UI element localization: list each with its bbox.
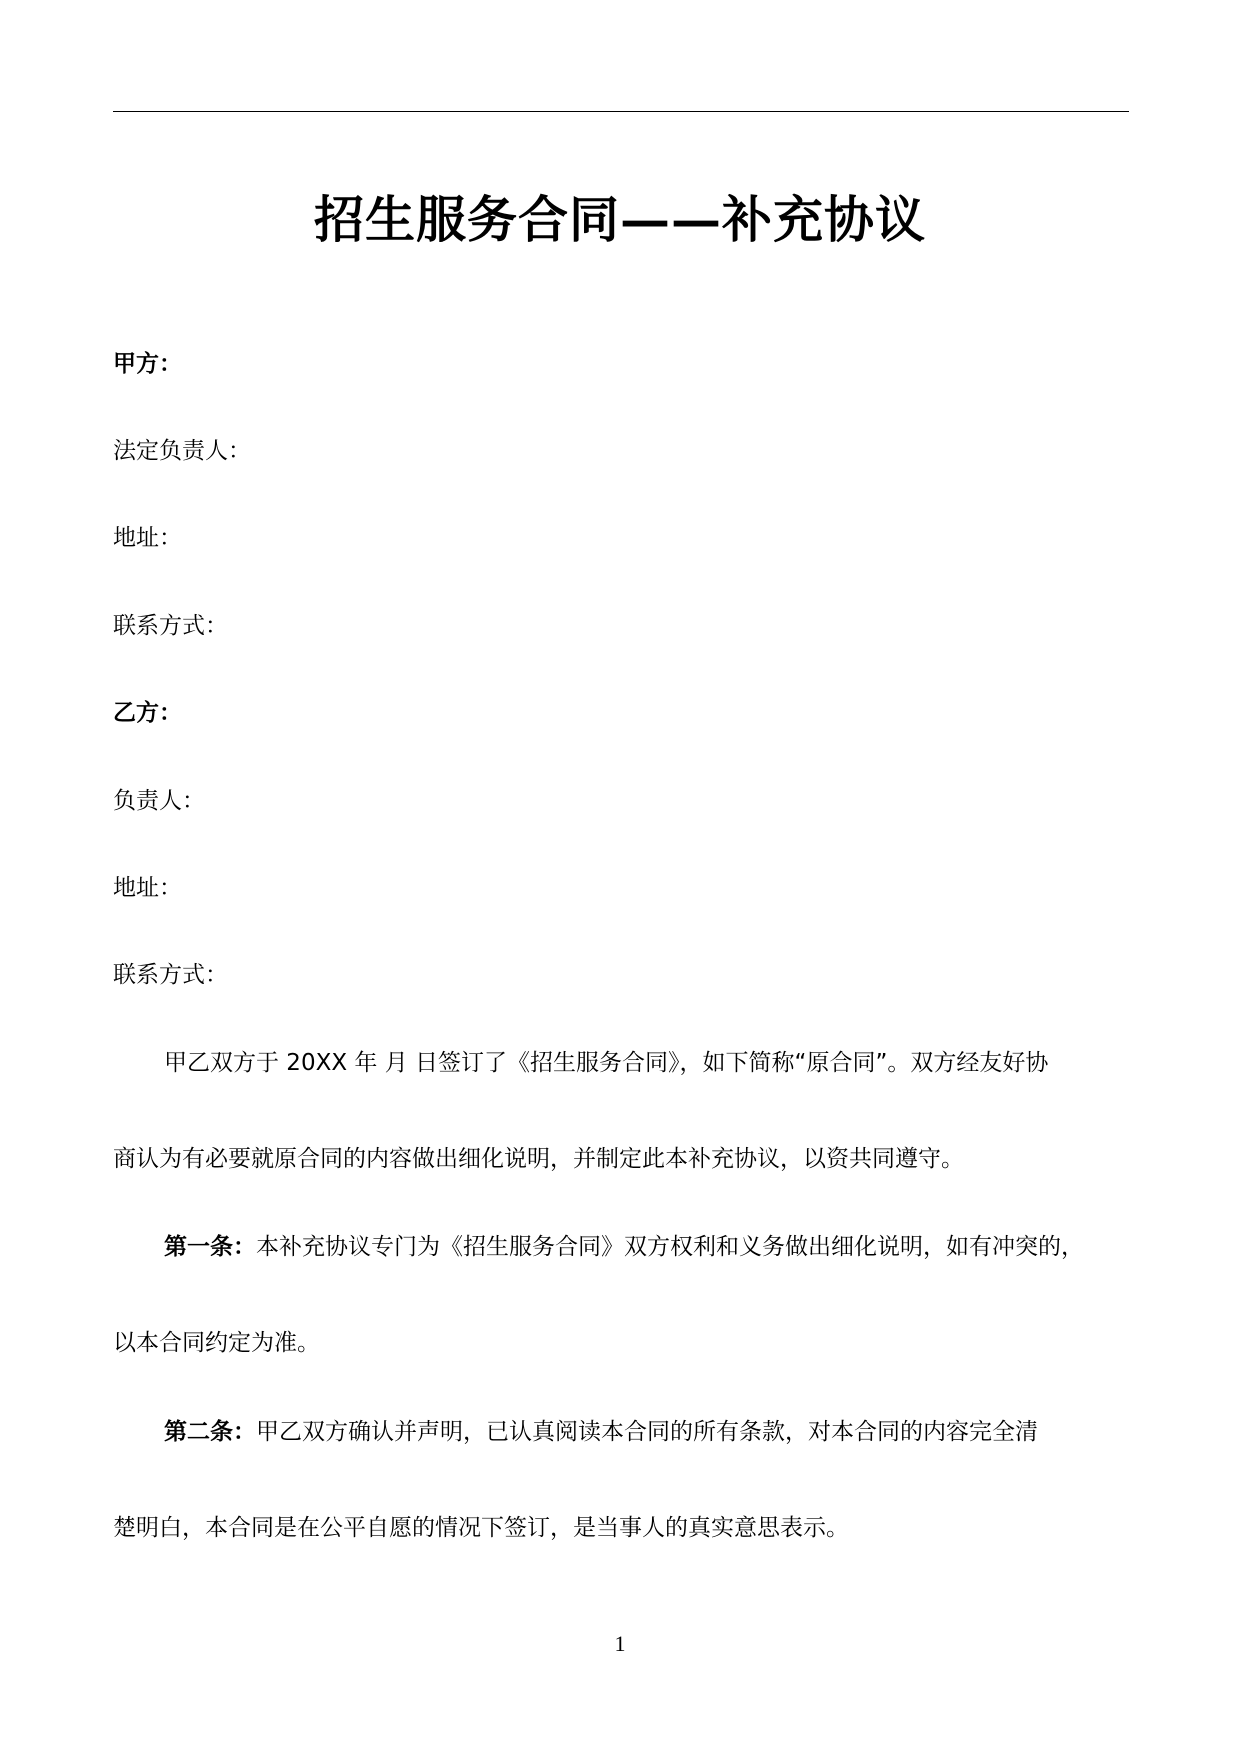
document-title: 招生服务合同——补充协议 bbox=[314, 190, 926, 249]
article-2 bbox=[113, 1416, 1133, 1544]
preamble-line-2: 商认为有必要就原合同的内容做出细化说明，并制定此本补充协议，以资共同遵守。 bbox=[113, 1146, 964, 1172]
party-b-address-label: 地址： bbox=[113, 875, 182, 901]
page-number: 1 bbox=[614, 1631, 626, 1656]
party-a-contact-label: 联系方式： bbox=[113, 613, 228, 639]
party-a-address-label: 地址： bbox=[113, 525, 182, 551]
party-b-heading: 乙方： bbox=[113, 700, 182, 726]
party-b-rep-label: 负责人： bbox=[113, 788, 205, 814]
article-1-heading: 第一条： bbox=[164, 1234, 256, 1260]
article-2-line-1: 甲乙双方确认并声明，已认真阅读本合同的所有条款，对本合同的内容完全清 bbox=[256, 1419, 1038, 1445]
article-2-line-2: 楚明白，本合同是在公平自愿的情况下签订，是当事人的真实意思表示。 bbox=[113, 1515, 849, 1541]
article-1 bbox=[113, 1231, 1133, 1359]
party-a-heading: 甲方： bbox=[113, 351, 182, 377]
article-2-heading: 第二条： bbox=[164, 1419, 256, 1445]
party-b-contact-label: 联系方式： bbox=[113, 962, 228, 988]
article-1-line-1: 本补充协议专门为《招生服务合同》双方权利和义务做出细化说明，如有冲突的， bbox=[256, 1234, 1084, 1260]
header-rule bbox=[113, 111, 1129, 112]
article-1-line-2: 以本合同约定为准。 bbox=[113, 1330, 320, 1356]
party-a-legal-rep-label: 法定负责人： bbox=[113, 438, 251, 464]
preamble-line-1: 甲乙双方于 20XX 年 月 日签订了《招生服务合同》，如下简称“原合同”。双方经友好协 bbox=[164, 1050, 1049, 1076]
preamble-paragraph bbox=[113, 1047, 1133, 1175]
